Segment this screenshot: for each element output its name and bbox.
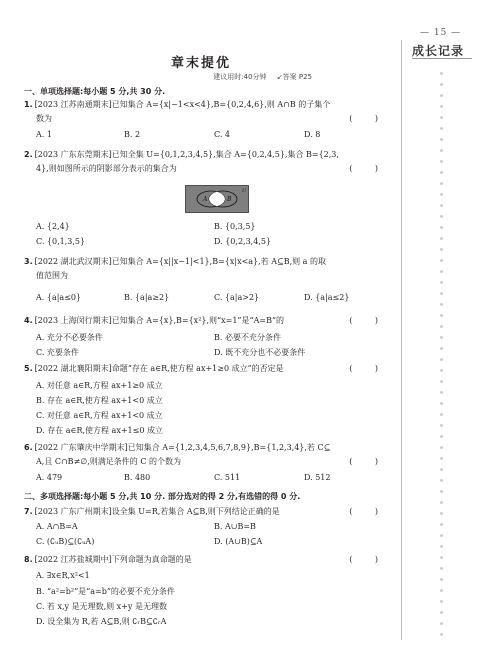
question-number: 3. (24, 257, 33, 266)
margin-dot (440, 72, 443, 75)
margin-dot (440, 336, 443, 339)
margin-dot (440, 622, 443, 625)
margin-dot (440, 468, 443, 471)
margin-dot (440, 479, 443, 482)
brand-title: 成长记录 (412, 44, 465, 58)
answer-blank[interactable]: ( ) (349, 457, 388, 466)
venn-label-u: U (242, 188, 247, 194)
option-a[interactable]: A. A∩B=A (36, 522, 78, 531)
margin-dot (440, 83, 443, 86)
option-b[interactable]: B. A∪B=B (214, 522, 256, 531)
question-text-continued: 4},则如图所示的阴影部分表示的集合为 (36, 164, 177, 173)
margin-dot (440, 182, 443, 185)
margin-dot (440, 567, 443, 570)
option-a[interactable]: A. 充分不必要条件 (36, 333, 103, 342)
option-b[interactable]: B. {0,3,5} (214, 222, 256, 231)
margin-dot (440, 193, 443, 196)
option-d[interactable]: D. 存在 a∈R,使方程 ax+1≤0 成立 (36, 426, 163, 435)
page-title: 章末提优 (170, 56, 231, 71)
question-text: [2022 湖北武汉期末]已知集合 A={x||x−1|<1},B={x|x<a},若 A⊆B,则 a 的取 (34, 257, 326, 266)
question-8 (24, 553, 392, 567)
margin-dot (440, 171, 443, 174)
answer-blank[interactable]: ( ) (349, 555, 388, 564)
question-number: 6. (24, 443, 33, 452)
margin-dot (440, 281, 443, 284)
question-2 (24, 148, 392, 176)
margin-dot (440, 600, 443, 603)
margin-dot (440, 270, 443, 273)
margin-dot (440, 633, 443, 636)
margin-dot (440, 325, 443, 328)
margin-dot (440, 358, 443, 361)
option-d[interactable]: D. {a|a≤2} (304, 293, 350, 302)
margin-dot (440, 457, 443, 460)
option-a[interactable]: A. 479 (36, 473, 63, 482)
venn-diagram (185, 185, 249, 213)
option-a[interactable]: A. {a|a≤0} (36, 293, 82, 302)
margin-divider (401, 40, 402, 640)
margin-dot (440, 512, 443, 515)
margin-dot (440, 446, 443, 449)
option-a[interactable]: A. {2,4} (36, 222, 70, 231)
option-d[interactable]: D. 既不充分也不必要条件 (214, 348, 306, 357)
margin-dot (440, 248, 443, 251)
option-a[interactable]: A. ∃x∈R,x²<1 (36, 571, 90, 580)
option-d[interactable]: D. (A∪B)⊆A (214, 537, 263, 546)
margin-dot (440, 556, 443, 559)
question-number: 5. (24, 364, 33, 373)
question-5 (24, 362, 392, 376)
margin-dot (440, 160, 443, 163)
margin-dot (440, 105, 443, 108)
option-b[interactable]: B. “a²=b²”是“a=b”的必要不充分条件 (36, 587, 175, 596)
margin-dot (440, 116, 443, 119)
question-number: 2. (24, 150, 33, 159)
brand-underline (412, 58, 472, 59)
margin-dot (440, 259, 443, 262)
margin-dot (440, 402, 443, 405)
option-c[interactable]: C. (∁ᵤB)⊆(∁ᵤA) (36, 537, 95, 546)
meta-info (205, 72, 312, 82)
question-text: [2023 广东广州期末]设全集 U=R,若集合 A⊆B,则下列结论正确的是 (34, 507, 280, 516)
option-c[interactable]: C. 511 (214, 473, 241, 482)
question-number: 8. (24, 555, 33, 564)
question-number: 7. (24, 507, 33, 516)
margin-dot (440, 413, 443, 416)
option-b[interactable]: B. 2 (124, 130, 141, 139)
question-6 (24, 441, 392, 469)
page-number: — 15 — (420, 28, 462, 38)
margin-dot (440, 523, 443, 526)
question-number: 4. (24, 316, 33, 325)
question-text-continued: 数为 (36, 114, 52, 123)
option-a[interactable]: A. 对任意 a∈R,方程 ax+1≥0 成立 (36, 381, 163, 390)
answer-reference: ↙答案 P25 (276, 73, 312, 81)
answer-blank[interactable]: ( ) (349, 114, 388, 123)
option-a[interactable]: A. 1 (36, 130, 52, 139)
margin-dot (440, 292, 443, 295)
answer-blank[interactable]: ( ) (349, 364, 388, 373)
option-d[interactable]: D. {0,2,3,4,5} (214, 237, 272, 246)
margin-dot (440, 501, 443, 504)
question-text-continued: 值范围为 (36, 271, 68, 280)
venn-label-a: A (203, 196, 208, 203)
margin-dot (440, 314, 443, 317)
question-text: [2023 江苏南通期末]已知集合 A={x|−1<x<4},B={0,2,4,6},则 A∩B 的子集个 (34, 100, 331, 109)
question-number: 1. (24, 100, 33, 109)
question-text: [2022 湖北襄阳期末]命题“存在 a∈R,使方程 ax+1≥0 成立”的否定是 (34, 364, 284, 373)
margin-dot (440, 149, 443, 152)
margin-dot (440, 303, 443, 306)
question-text: [2022 广东肇庆中学期末]已知集合 A={1,2,3,4,5,6,7,8,9},B={1,2,3,4},若 C⊆ (34, 443, 331, 452)
margin-dot (440, 215, 443, 218)
question-text-continued: A,且 C∩B≠∅,则满足条件的 C 的个数为 (36, 457, 181, 466)
answer-blank[interactable]: ( ) (349, 507, 388, 516)
option-c[interactable]: C. 若 x,y 是无理数,则 x+y 是无理数 (36, 602, 167, 611)
option-c[interactable]: C. 4 (214, 130, 231, 139)
margin-dot (440, 534, 443, 537)
margin-dot (440, 138, 443, 141)
margin-dot (440, 391, 443, 394)
margin-dot (440, 424, 443, 427)
margin-dot (440, 578, 443, 581)
answer-blank[interactable]: ( ) (349, 164, 388, 173)
question-text: [2023 上海闵行期末]已知集合 A={x},B={x²},则“x=1”是“A=B”的 (34, 316, 285, 325)
question-7 (24, 505, 392, 519)
margin-dot (440, 347, 443, 350)
margin-dot (440, 226, 443, 229)
margin-dot (440, 435, 443, 438)
option-b[interactable]: B. 存在 a∈R,使方程 ax+1<0 成立 (36, 396, 163, 405)
margin-dot (440, 94, 443, 97)
question-text: [2022 江苏盐城期中]下列命题为真命题的是 (34, 555, 192, 564)
margin-dot (440, 204, 443, 207)
margin-dot (440, 127, 443, 130)
margin-dot (440, 380, 443, 383)
answer-blank[interactable]: ( ) (349, 316, 388, 325)
option-c[interactable]: C. 对任意 a∈R,方程 ax+1<0 成立 (36, 411, 163, 420)
suggested-time: 建议用时:40分钟 (213, 73, 267, 81)
margin-dot (440, 545, 443, 548)
question-text: [2023 广东东莞期末]已知全集 U={0,1,2,3,4,5},集合 A={0,2,4,5},集合 B={2,3, (34, 150, 339, 159)
question-1 (24, 98, 392, 126)
option-d[interactable]: D. 512 (304, 473, 331, 482)
option-b[interactable]: B. 480 (124, 473, 151, 482)
question-4 (24, 314, 392, 328)
section-heading-single-choice: 一、单项选择题:每小题 5 分,共 30 分. (24, 87, 166, 96)
question-3 (24, 255, 392, 283)
margin-dot (440, 589, 443, 592)
section-heading-multiple-choice: 二、多项选择题:每小题 5 分,共 10 分. 部分选对的得 2 分,有选错的得 0 分. (24, 492, 301, 501)
margin-dot (440, 237, 443, 240)
option-d[interactable]: D. 设全集为 R,若 A⊆B,则 ∁ᵣB⊆∁ᵣA (36, 617, 167, 626)
option-c[interactable]: C. {0,1,3,5} (36, 237, 86, 246)
margin-dot (440, 611, 443, 614)
margin-dot (440, 490, 443, 493)
option-b[interactable]: B. 必要不充分条件 (214, 333, 281, 342)
margin-dot (440, 369, 443, 372)
option-c[interactable]: C. {a|a>2} (214, 293, 260, 302)
option-b[interactable]: B. {a|a≥2} (124, 293, 170, 302)
option-c[interactable]: C. 充要条件 (36, 348, 79, 357)
venn-label-b: B (227, 196, 232, 203)
option-d[interactable]: D. 8 (304, 130, 321, 139)
